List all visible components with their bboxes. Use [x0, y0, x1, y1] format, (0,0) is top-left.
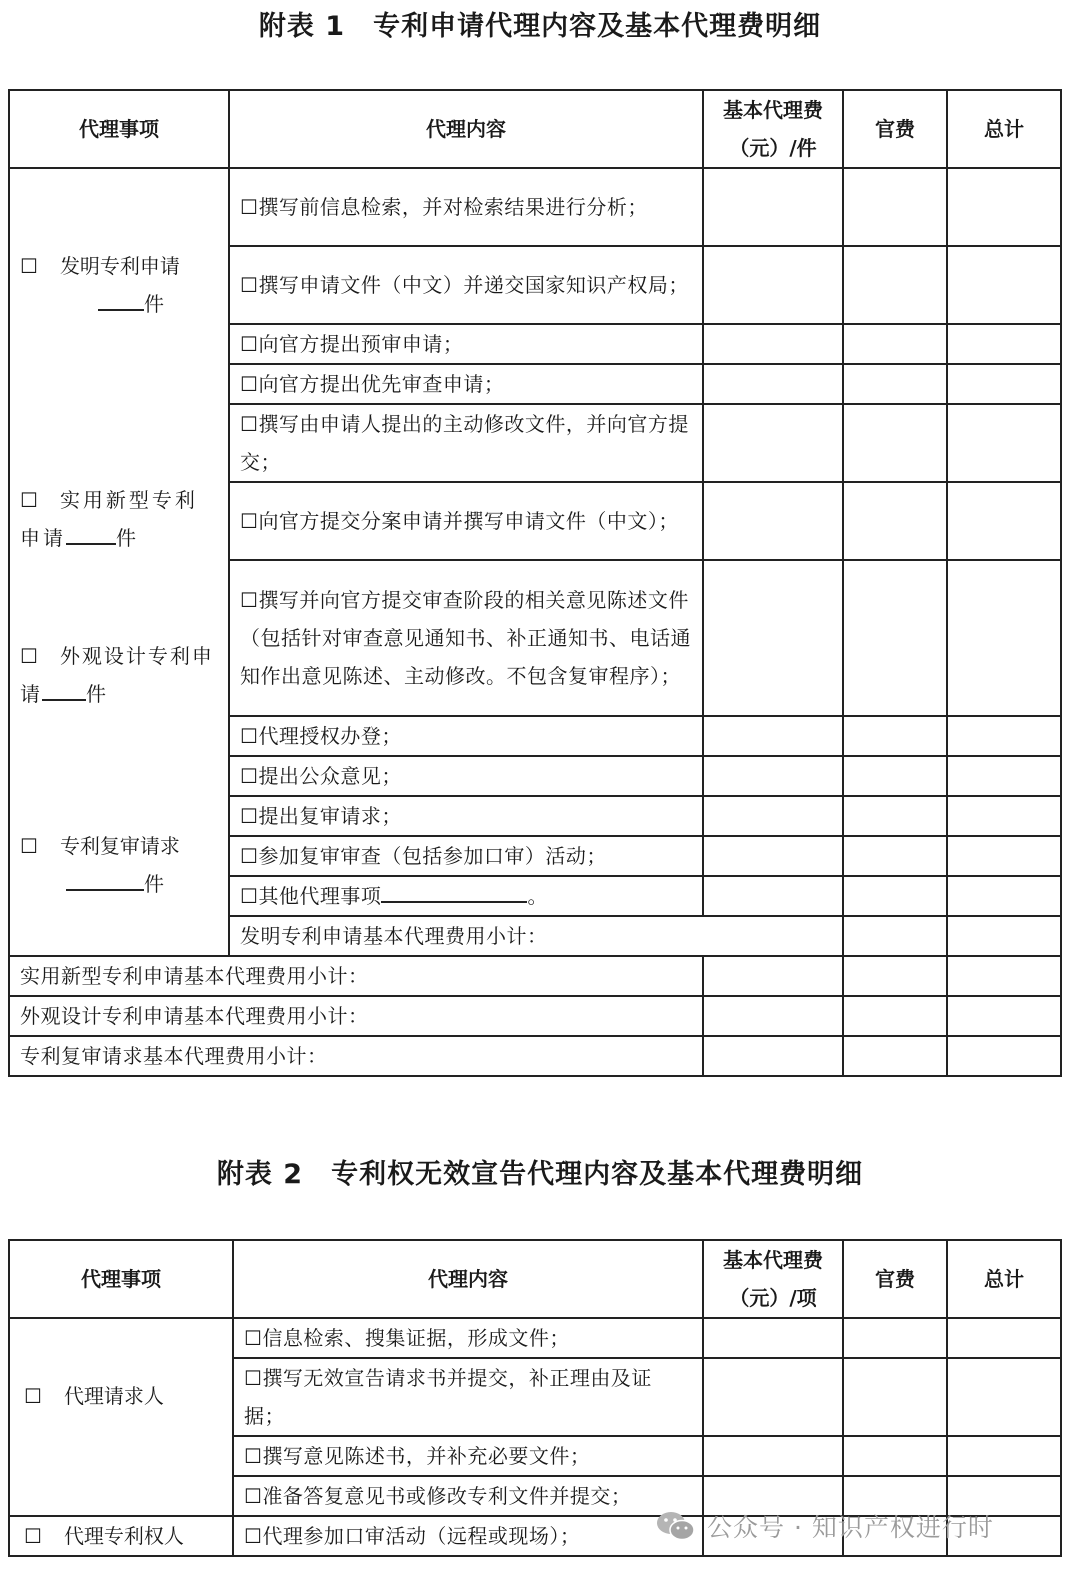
total-cell[interactable] — [947, 796, 1061, 836]
official-fee-cell[interactable] — [843, 796, 947, 836]
checkbox-icon[interactable]: ☐ — [24, 1384, 42, 1408]
table2-header-fee-line2: （元）/项 — [729, 1286, 817, 1310]
other-blank[interactable] — [381, 879, 527, 903]
checkbox-icon[interactable]: ☐ — [240, 844, 259, 868]
content-text: 向官方提出预审申请； — [258, 332, 464, 356]
checkbox-icon[interactable]: ☐ — [240, 724, 259, 748]
fee-cell[interactable] — [703, 1358, 843, 1436]
official-fee-cell[interactable] — [843, 1436, 947, 1476]
table2-header-official: 官费 — [843, 1240, 947, 1318]
content-cell — [229, 836, 703, 876]
checkbox-icon[interactable]: ☐ — [244, 1326, 263, 1350]
table1-items-cell — [9, 168, 229, 956]
content-cell — [229, 876, 703, 916]
fee-cell[interactable] — [703, 364, 843, 404]
content-text: 撰写并向官方提交审查阶段的相关意见陈述文件（包括针对审查意见通知书、补正通知书、电话通知作出意见陈述、主动修改。不包含复审程序）； — [240, 588, 691, 688]
official-fee-cell[interactable] — [843, 560, 947, 716]
official-fee-cell[interactable] — [843, 482, 947, 560]
table1-title — [0, 4, 1080, 43]
fee-cell[interactable] — [703, 168, 843, 246]
table1-header-official: 官费 — [843, 90, 947, 168]
total-cell[interactable] — [947, 482, 1061, 560]
table1-header-fee-line2: （元）/件 — [729, 136, 817, 160]
official-fee-cell[interactable] — [947, 916, 1061, 956]
content-cell — [233, 1516, 703, 1556]
official-fee-cell[interactable] — [843, 716, 947, 756]
official-fee-cell[interactable] — [843, 1358, 947, 1436]
item-utility — [20, 481, 220, 557]
table1 — [8, 89, 1062, 1077]
content-cell — [229, 796, 703, 836]
content-cell — [229, 482, 703, 560]
fee-cell[interactable] — [703, 996, 843, 1036]
table-row — [9, 1318, 1061, 1358]
table1-header-item: 代理事项 — [9, 90, 229, 168]
content-cell — [229, 246, 703, 324]
content-cell — [233, 1436, 703, 1476]
table2-item-patentee — [9, 1516, 233, 1556]
wechat-icon — [655, 1510, 697, 1542]
total-cell[interactable] — [947, 1436, 1061, 1476]
fee-cell[interactable] — [703, 956, 843, 996]
checkbox-icon[interactable]: ☐ — [240, 412, 259, 436]
content-cell — [229, 404, 703, 482]
content-cell — [233, 1476, 703, 1516]
checkbox-icon[interactable]: ☐ — [244, 1484, 263, 1508]
official-fee-cell[interactable] — [843, 876, 947, 916]
total-cell[interactable] — [947, 756, 1061, 796]
content-cell — [233, 1318, 703, 1358]
official-fee-cell[interactable] — [843, 364, 947, 404]
total-cell[interactable] — [947, 324, 1061, 364]
item-label: 外观设计专利申请 — [20, 644, 214, 706]
fee-cell[interactable] — [703, 324, 843, 364]
fee-cell[interactable] — [703, 1036, 843, 1076]
content-text: 提出公众意见； — [258, 764, 402, 788]
checkbox-icon[interactable]: ☐ — [20, 834, 38, 858]
table1-header-content: 代理内容 — [229, 90, 703, 168]
item-invention — [20, 247, 220, 323]
checkbox-icon[interactable]: ☐ — [24, 1524, 42, 1548]
content-cell — [229, 324, 703, 364]
official-fee-cell[interactable] — [843, 1036, 947, 1076]
content-cell — [233, 1358, 703, 1436]
item-label: 专利复审请求 — [59, 834, 180, 858]
fee-cell[interactable] — [703, 876, 843, 916]
item-reexam — [20, 827, 220, 903]
item-suffix: 件 — [116, 526, 136, 550]
total-cell[interactable] — [947, 168, 1061, 246]
official-fee-cell[interactable] — [843, 956, 947, 996]
checkbox-icon[interactable]: ☐ — [240, 764, 259, 788]
checkbox-icon[interactable]: ☐ — [240, 804, 259, 828]
total-cell[interactable] — [947, 1358, 1061, 1436]
item-suffix: 件 — [144, 872, 164, 896]
subtotal-label: 专利复审请求基本代理费用小计： — [9, 1036, 703, 1076]
content-text: 准备答复意见书或修改专利文件并提交； — [262, 1484, 632, 1508]
item-label: 代理专利权人 — [63, 1524, 184, 1548]
table2-header-item: 代理事项 — [9, 1240, 233, 1318]
subtotal-row — [9, 996, 1061, 1036]
content-text: 撰写无效宣告请求书并提交，补正理由及证据； — [244, 1366, 652, 1428]
fee-cell[interactable] — [703, 560, 843, 716]
item-suffix: 件 — [144, 292, 164, 316]
checkbox-icon[interactable]: ☐ — [240, 884, 259, 908]
item-label: 代理请求人 — [63, 1384, 164, 1408]
fee-cell[interactable] — [703, 716, 843, 756]
subtotal-row — [9, 956, 1061, 996]
fee-cell[interactable] — [703, 1318, 843, 1358]
fee-cell[interactable] — [703, 836, 843, 876]
content-cell — [229, 364, 703, 404]
total-cell[interactable] — [947, 560, 1061, 716]
official-fee-cell[interactable] — [843, 996, 947, 1036]
total-cell[interactable] — [947, 246, 1061, 324]
fee-cell[interactable] — [703, 756, 843, 796]
content-text: 撰写意见陈述书，并补充必要文件； — [262, 1444, 591, 1468]
fee-cell[interactable] — [703, 482, 843, 560]
total-cell[interactable] — [947, 996, 1061, 1036]
checkbox-icon[interactable]: ☐ — [240, 372, 259, 396]
content-text: 信息检索、搜集证据，形成文件； — [262, 1326, 570, 1350]
table1-title-text: 专利申请代理内容及基本代理费明细 — [373, 11, 822, 42]
item-design — [20, 637, 220, 713]
subtotal-label: 外观设计专利申请基本代理费用小计： — [9, 996, 703, 1036]
fee-cell[interactable] — [703, 404, 843, 482]
checkbox-icon[interactable]: ☐ — [20, 488, 38, 512]
official-fee-cell[interactable] — [843, 404, 947, 482]
table1-header-fee-line1: 基本代理费 — [723, 98, 823, 122]
watermark — [655, 1508, 994, 1544]
total-cell[interactable] — [947, 716, 1061, 756]
content-text-end: 。 — [527, 884, 548, 908]
total-cell[interactable] — [947, 1036, 1061, 1076]
checkbox-icon[interactable]: ☐ — [20, 254, 38, 278]
official-fee-cell[interactable] — [843, 324, 947, 364]
table2-header-row — [9, 1240, 1061, 1318]
fee-cell[interactable] — [703, 246, 843, 324]
content-text: 撰写由申请人提出的主动修改文件，并向官方提交； — [240, 412, 689, 474]
official-fee-cell[interactable] — [843, 246, 947, 324]
item-label: 发明专利申请 — [59, 254, 180, 278]
count-blank[interactable] — [66, 867, 144, 891]
subtotal-label: 实用新型专利申请基本代理费用小计： — [9, 956, 703, 996]
table1-header-total: 总计 — [947, 90, 1061, 168]
total-cell[interactable] — [947, 836, 1061, 876]
fee-cell[interactable] — [843, 916, 947, 956]
content-cell — [229, 716, 703, 756]
official-fee-cell[interactable] — [843, 168, 947, 246]
total-cell[interactable] — [947, 364, 1061, 404]
item-suffix: 件 — [86, 682, 106, 706]
checkbox-icon[interactable]: ☐ — [244, 1366, 263, 1390]
content-text: 撰写前信息检索，并对检索结果进行分析； — [258, 195, 648, 219]
content-cell — [229, 756, 703, 796]
checkbox-icon[interactable]: ☐ — [240, 588, 259, 612]
checkbox-icon[interactable]: ☐ — [244, 1524, 263, 1548]
table-row — [9, 168, 1061, 246]
checkbox-icon[interactable]: ☐ — [240, 195, 259, 219]
content-text: 向官方提交分案申请并撰写申请文件（中文）； — [258, 509, 679, 533]
official-fee-cell[interactable] — [843, 1318, 947, 1358]
checkbox-icon[interactable]: ☐ — [244, 1444, 263, 1468]
total-cell[interactable] — [947, 404, 1061, 482]
table2-title — [0, 1152, 1080, 1191]
count-blank[interactable] — [66, 521, 116, 545]
watermark-text: 公众号 · 知识产权进行时 — [707, 1513, 994, 1542]
content-text: 代理授权办登； — [258, 724, 402, 748]
content-text: 其他代理事项 — [258, 884, 382, 908]
checkbox-icon[interactable]: ☐ — [20, 644, 38, 668]
fee-cell[interactable] — [703, 1436, 843, 1476]
fee-cell[interactable] — [703, 796, 843, 836]
table2-title-number: 附表 2 — [216, 1159, 304, 1190]
checkbox-icon[interactable]: ☐ — [240, 273, 259, 297]
table2-header-fee — [703, 1240, 843, 1318]
table2-header-fee-line1: 基本代理费 — [723, 1248, 823, 1272]
item-label: 实用新型专利申请 — [20, 488, 198, 550]
table1-title-number: 附表 1 — [258, 11, 346, 42]
table2-header-content: 代理内容 — [233, 1240, 703, 1318]
subtotal-row — [9, 1036, 1061, 1076]
count-blank[interactable] — [42, 677, 86, 701]
total-cell[interactable] — [947, 956, 1061, 996]
content-text: 参加复审审查（包括参加口审）活动； — [258, 844, 607, 868]
table2-item-requester — [9, 1318, 233, 1516]
content-text: 代理参加口审活动（远程或现场）； — [262, 1524, 581, 1548]
count-blank[interactable] — [98, 287, 144, 311]
table1-header-row — [9, 90, 1061, 168]
official-fee-cell[interactable] — [843, 836, 947, 876]
content-text: 提出复审请求； — [258, 804, 402, 828]
content-cell — [229, 560, 703, 716]
checkbox-icon[interactable]: ☐ — [240, 509, 259, 533]
total-cell[interactable] — [947, 876, 1061, 916]
table2-title-text: 专利权无效宣告代理内容及基本代理费明细 — [331, 1159, 864, 1190]
content-text: 向官方提出优先审查申请； — [258, 372, 505, 396]
table1-header-fee — [703, 90, 843, 168]
checkbox-icon[interactable]: ☐ — [240, 332, 259, 356]
total-cell[interactable] — [947, 1318, 1061, 1358]
official-fee-cell[interactable] — [843, 756, 947, 796]
content-cell — [229, 168, 703, 246]
content-text: 撰写申请文件（中文）并递交国家知识产权局； — [258, 273, 689, 297]
table2-header-total: 总计 — [947, 1240, 1061, 1318]
subtotal-label: 发明专利申请基本代理费用小计： — [229, 916, 843, 956]
